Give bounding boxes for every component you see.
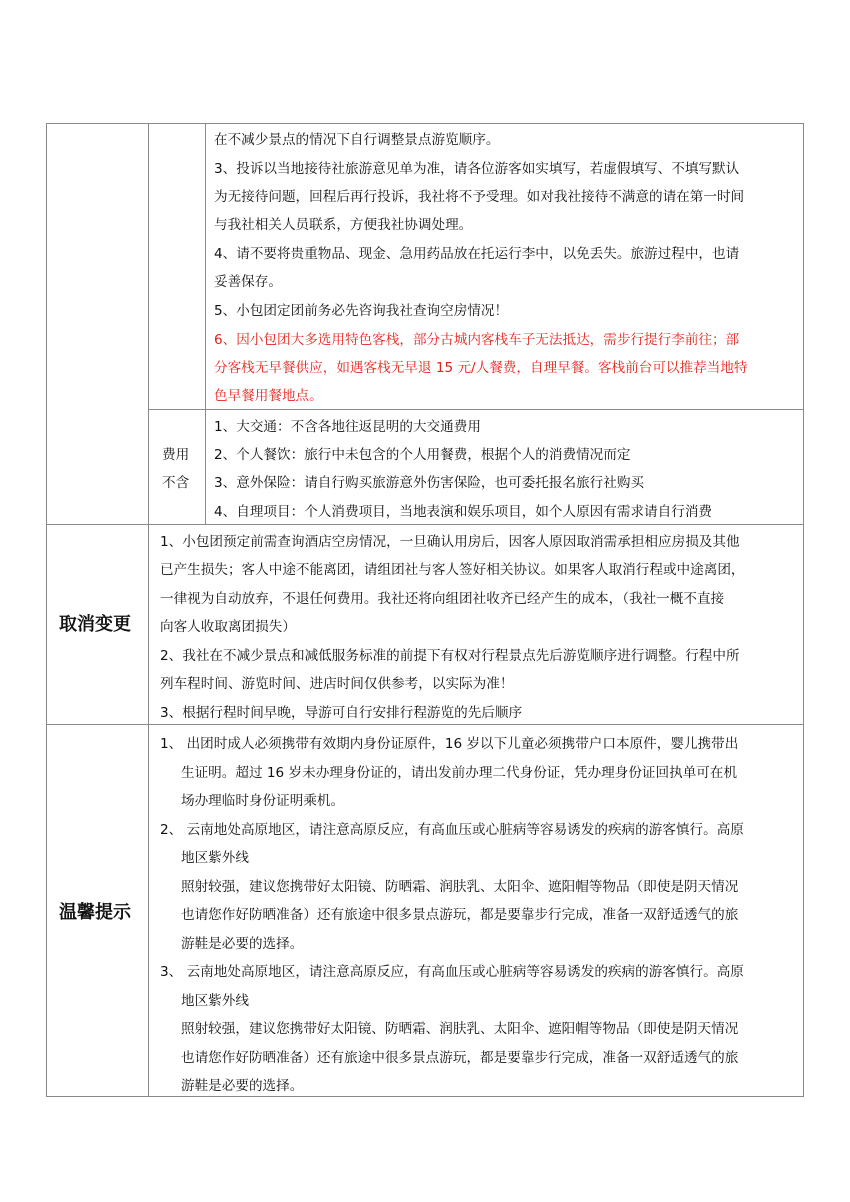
notes-warning-line: 分客栈无早餐供应，如遇客栈无早退 15 元/人餐费，自理早餐。客栈前台可以推荐当地特 xyxy=(214,360,748,376)
fees-label-line: 不含 xyxy=(162,475,190,491)
cancel-heading: 取消变更 xyxy=(59,614,131,635)
row-divider-fees xyxy=(148,409,804,410)
row-divider-cancel xyxy=(46,524,804,525)
fees-line: 3、意外保险：请自行购买旅游意外伤害保险，也可委托报名旅行社购买 xyxy=(214,475,645,491)
column-divider-2 xyxy=(205,123,206,524)
row-divider-tips xyxy=(46,724,804,725)
notes-line: 妥善保存。 xyxy=(214,274,282,290)
notes-line: 为无接待问题，回程后再行投诉，我社将不予受理。如对我社接待不满意的请在第一时间 xyxy=(214,189,745,205)
notes-line: 4、请不要将贵重物品、现金、急用药品放在托运行李中，以免丢失。旅游过程中，也请 xyxy=(214,246,740,262)
tips-line: 地区紫外线 xyxy=(181,850,249,866)
tips-line: 也请您作好防晒准备）还有旅途中很多景点游玩，都是要靠步行完成，准备一双舒适透气的旅 xyxy=(181,1050,739,1066)
tips-line: 2、 云南地处高原地区，请注意高原反应，有高血压或心脏病等容易诱发的疾病的游客慎行。高原 xyxy=(160,822,744,838)
cancel-line: 向客人收取离团损失） xyxy=(160,619,296,635)
fees-line: 1、大交通：不含各地往返昆明的大交通费用 xyxy=(214,419,481,435)
cancel-line: 1、小包团预定前需查询酒店空房情况，一旦确认用房后，因客人原因取消需承担相应房损及其他 xyxy=(160,534,740,550)
tips-line: 生证明。超过 16 岁未办理身份证的，请出发前办理二代身份证，凭办理身份证回执单可在机 xyxy=(181,765,738,781)
table-border-left xyxy=(46,123,47,1097)
table-border-bottom xyxy=(46,1096,804,1097)
tips-line: 游鞋是必要的选择。 xyxy=(181,1078,304,1094)
cancel-line: 3、根据行程时间早晚，导游可自行安排行程游览的先后顺序 xyxy=(160,705,523,721)
tips-line: 照射较强，建议您携带好太阳镜、防晒霜、润肤乳、太阳伞、遮阳帽等物品（即使是阴天情况 xyxy=(181,879,739,895)
tips-line: 照射较强，建议您携带好太阳镜、防晒霜、润肤乳、太阳伞、遮阳帽等物品（即使是阴天情况 xyxy=(181,1021,739,1037)
cancel-line: 已产生损失；客人中途不能离团，请组团社与客人签好相关协议。如果客人取消行程或中途离团， xyxy=(160,562,745,578)
cancel-line: 列车程时间、游览时间、进店时间仅供参考，以实际为准！ xyxy=(160,676,514,692)
tips-line: 场办理临时身份证明乘机。 xyxy=(181,793,345,809)
notes-line: 3、投诉以当地接待社旅游意见单为准，请各位游客如实填写，若虚假填写、不填写默认 xyxy=(214,161,740,177)
notes-line: 在不减少景点的情况下自行调整景点游览顺序。 xyxy=(214,132,500,148)
notes-warning-line: 6、因小包团大多选用特色客栈，部分古城内客栈车子无法抵达，需步行提行李前往；部 xyxy=(214,332,740,348)
notes-line: 5、小包团定团前务必先咨询我社查询空房情况！ xyxy=(214,303,509,319)
notes-warning-line: 色早餐用餐地点。 xyxy=(214,388,323,404)
fees-line: 4、自理项目：个人消费项目，当地表演和娱乐项目，如个人原因有需求请自行消费 xyxy=(214,504,713,520)
cancel-line: 2、我社在不减少景点和减低服务标准的前提下有权对行程景点先后游览顺序进行调整。行程中所 xyxy=(160,648,740,664)
tips-line: 游鞋是必要的选择。 xyxy=(181,936,304,952)
fees-label-line: 费用 xyxy=(162,447,190,463)
notes-line: 与我社相关人员联系，方便我社协调处理。 xyxy=(214,217,473,233)
cancel-line: 一律视为自动放弃，不退任何费用。我社还将向组团社收齐已经产生的成本，（我社一概不直接 xyxy=(160,591,725,607)
tips-line: 1、 出团时成人必须携带有效期内身份证原件，16 岁以下儿童必须携带户口本原件，婴儿携带出 xyxy=(160,736,739,752)
fees-line: 2、个人餐饮：旅行中未包含的个人用餐费，根据个人的消费情况而定 xyxy=(214,447,631,463)
tips-heading: 温馨提示 xyxy=(59,902,131,923)
tips-line: 也请您作好防晒准备）还有旅途中很多景点游玩，都是要靠步行完成，准备一双舒适透气的旅 xyxy=(181,907,739,923)
column-divider-1 xyxy=(148,123,149,1097)
table-border-right xyxy=(803,123,804,1097)
tips-line: 地区紫外线 xyxy=(181,993,249,1009)
table-border-top xyxy=(46,123,804,124)
tips-line: 3、 云南地处高原地区，请注意高原反应，有高血压或心脏病等容易诱发的疾病的游客慎行。高原 xyxy=(160,964,744,980)
